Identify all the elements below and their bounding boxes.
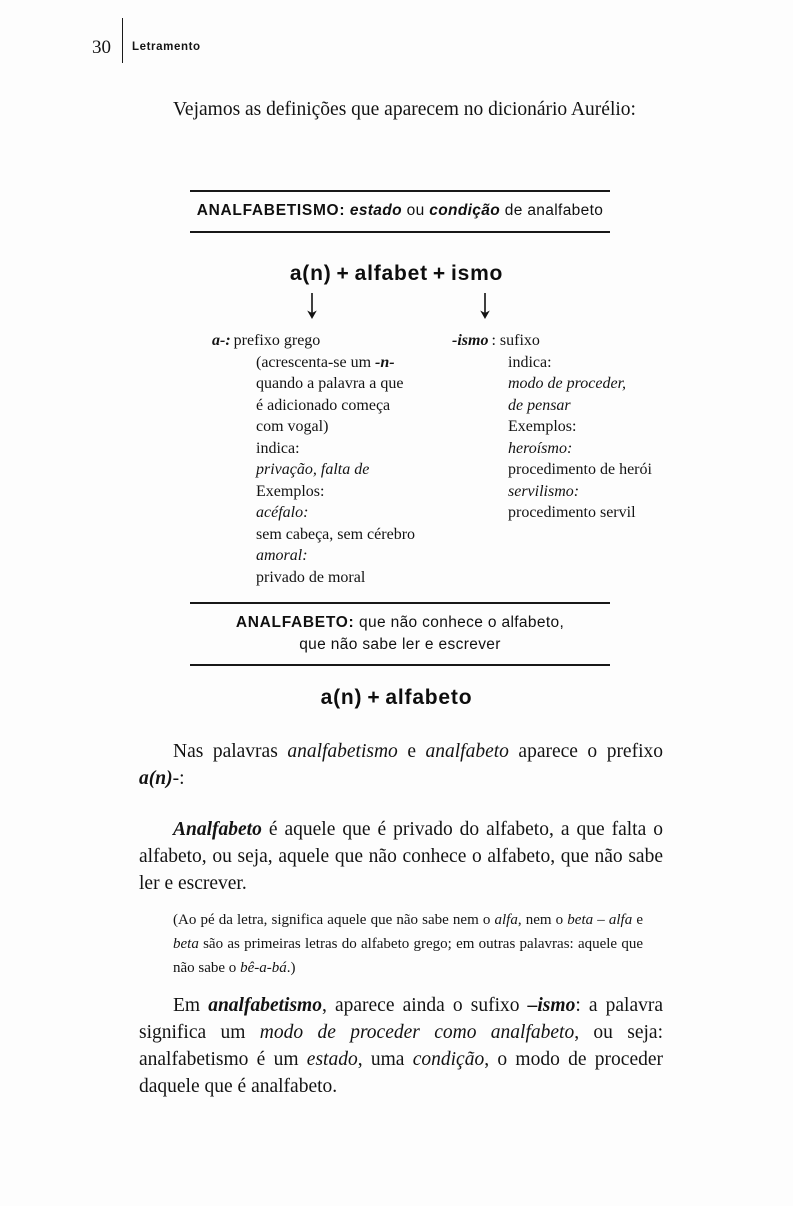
gloss-right-first-line (452, 330, 677, 352)
prefix-run-4: -: (172, 768, 185, 789)
prefix-italic-analfabetismo: analfabetismo (287, 741, 398, 762)
gloss-left-line-8: Exemplos: (256, 482, 325, 500)
gloss-right-lemma-colon: : (491, 332, 496, 349)
gloss-left-line-9: acéfalo: (256, 504, 309, 521)
paragraph-analfabeto (139, 816, 663, 897)
ismo-italic-estado: estado (306, 1049, 358, 1070)
gloss-left-line-7: privação, falta de (256, 461, 370, 478)
down-arrow-icon-suffix (476, 292, 494, 320)
ismo-run-1: Em (173, 995, 209, 1016)
gloss-left-line-4: é adicionado começa (256, 396, 391, 414)
paragraph-analfabetismo-block (139, 992, 663, 1100)
definition-2-gloss-tail: que não conhece o alfabeto, (359, 614, 565, 631)
note-run-2: , nem o (517, 912, 568, 928)
gloss-left-line-12: privado de moral (256, 568, 366, 586)
gloss-left-line-3: quando a palavra a que (256, 375, 404, 392)
prefix-run-3: aparece o prefixo (508, 741, 663, 762)
note-run-3: e (632, 912, 644, 928)
gloss-right-line-8: servilismo: (508, 482, 580, 500)
gloss-left-lemma: a-: (212, 332, 231, 349)
gloss-right-line-3: modo de proceder, (508, 375, 627, 392)
ismo-italic-modo: modo de proceder como analfabeto (259, 1022, 575, 1043)
note-block (173, 908, 643, 980)
book-title: Letramento (132, 41, 201, 53)
note-run-5: .) (286, 960, 296, 976)
gloss-right-line-9: procedimento servil (508, 504, 636, 521)
gloss-right-line-7: procedimento de herói (508, 461, 652, 478)
gloss-left-line-5: com vogal) (256, 418, 329, 435)
definition-box-2-line-2: que não sabe ler e escrever (299, 636, 501, 653)
gloss-left-line-10: sem cabeça, sem cérebro (256, 525, 416, 543)
formula-1-part-3: ismo (450, 262, 504, 285)
prefix-italic-analfabeto: analfabeto (425, 741, 509, 762)
ismo-bolditalic-analfabetismo: analfabetismo (208, 995, 322, 1016)
gloss-right-line-2: indica: (508, 353, 552, 371)
ismo-run-2: , aparece ainda o sufixo (321, 995, 528, 1016)
analfabeto-run-1: é aquele que é privado do alfabeto, a que falta o alfabeto, ou seja, aquele que não conhece o alfabeto, que não sabe ler e escrever. (139, 819, 663, 894)
definition-gloss-condicao: condição (429, 202, 501, 219)
note-paragraph (173, 908, 643, 980)
gloss-right-lemma: -ismo (452, 332, 489, 349)
paragraph-prefix-block (139, 738, 663, 792)
formula-2-operator-1: + (367, 686, 381, 709)
note-italic-alfa: alfa (494, 912, 518, 928)
paragraph-analfabetismo (139, 992, 663, 1100)
note-run-4: são as primeiras letras do alfabeto grego; em outras palavras: aquele que não sabe o (173, 936, 643, 976)
prefix-run-2: e (397, 741, 426, 762)
definition-headword: ANALFABETISMO: (196, 202, 346, 219)
formula-1-operator-2: + (432, 262, 446, 285)
gloss-left-line-2b: -n- (375, 353, 395, 371)
ismo-run-4: , ou seja: analfabetismo é um (139, 1022, 663, 1070)
definition-box-2-line-1 (190, 612, 610, 634)
note-run-1: (Ao pé da letra, significa aquele que não sabe nem o (173, 912, 495, 928)
formula-2-part-1: a(n) (320, 686, 363, 709)
definition-2-headword: ANALFABETO: (235, 614, 355, 631)
gloss-left-line-1: prefixo grego (233, 332, 321, 349)
ismo-run-6: , o modo de proceder daquele que é analfabeto. (139, 1049, 663, 1097)
gloss-right-line-5: Exemplos: (508, 418, 577, 435)
definition-gloss-estado: estado (349, 202, 402, 219)
page-number: 30 (92, 37, 111, 58)
down-arrow-icon-prefix (303, 292, 321, 320)
paragraph-analfabeto-block (139, 816, 663, 897)
morphology-formula-analfabeto (0, 686, 793, 710)
gloss-right-line-6: heroísmo: (508, 439, 573, 457)
formula-1-operator-1: + (336, 262, 350, 285)
paragraph-prefix (139, 738, 663, 792)
gloss-left-line-2 (212, 352, 437, 374)
gloss-right-line-1: sufixo (499, 332, 540, 349)
note-italic-beta: beta (173, 936, 199, 952)
formula-2-part-2: alfabeto (385, 686, 473, 709)
gloss-column-suffix (452, 330, 677, 524)
definition-box-analfabeto (190, 602, 610, 666)
gloss-column-prefix (212, 330, 437, 588)
intro-paragraph: Vejamos as definições que aparecem no dicionário Aurélio: (173, 99, 636, 120)
prefix-run-1: Nas palavras (173, 741, 288, 762)
gloss-left-line-2a: (acrescenta-se um (256, 353, 376, 371)
running-head (92, 18, 492, 66)
definition-box-analfabetismo (190, 190, 610, 233)
note-italic-beta-alfa: beta – alfa (567, 912, 633, 928)
formula-arrows (0, 292, 793, 322)
morphology-formula-analfabetismo (0, 262, 793, 286)
definition-box-1-line (190, 200, 610, 222)
gloss-left-line-6: indica: (256, 439, 300, 457)
gloss-right-line-4: de pensar (508, 396, 571, 414)
formula-1-part-2: alfabet (354, 262, 428, 285)
intro-paragraph-block (139, 96, 663, 123)
ismo-run-5: , uma (357, 1049, 413, 1070)
ismo-run-3: : a palavra significa um (139, 995, 663, 1043)
running-head-divider (122, 18, 123, 63)
definition-gloss-tail: de analfabeto (504, 202, 604, 219)
ismo-bolditalic-ismo: –ismo (527, 995, 576, 1016)
definition-connector: ou (406, 202, 425, 219)
gloss-left-first-line (212, 330, 437, 352)
analfabeto-lead: Analfabeto (173, 819, 262, 840)
formula-1-part-1: a(n) (289, 262, 332, 285)
note-italic-beabá: bê-a-bá (240, 960, 287, 976)
gloss-left-line-11: amoral: (256, 547, 308, 564)
ismo-italic-condicao: condição (412, 1049, 485, 1070)
prefix-bolditalic-an: a(n) (139, 768, 173, 789)
